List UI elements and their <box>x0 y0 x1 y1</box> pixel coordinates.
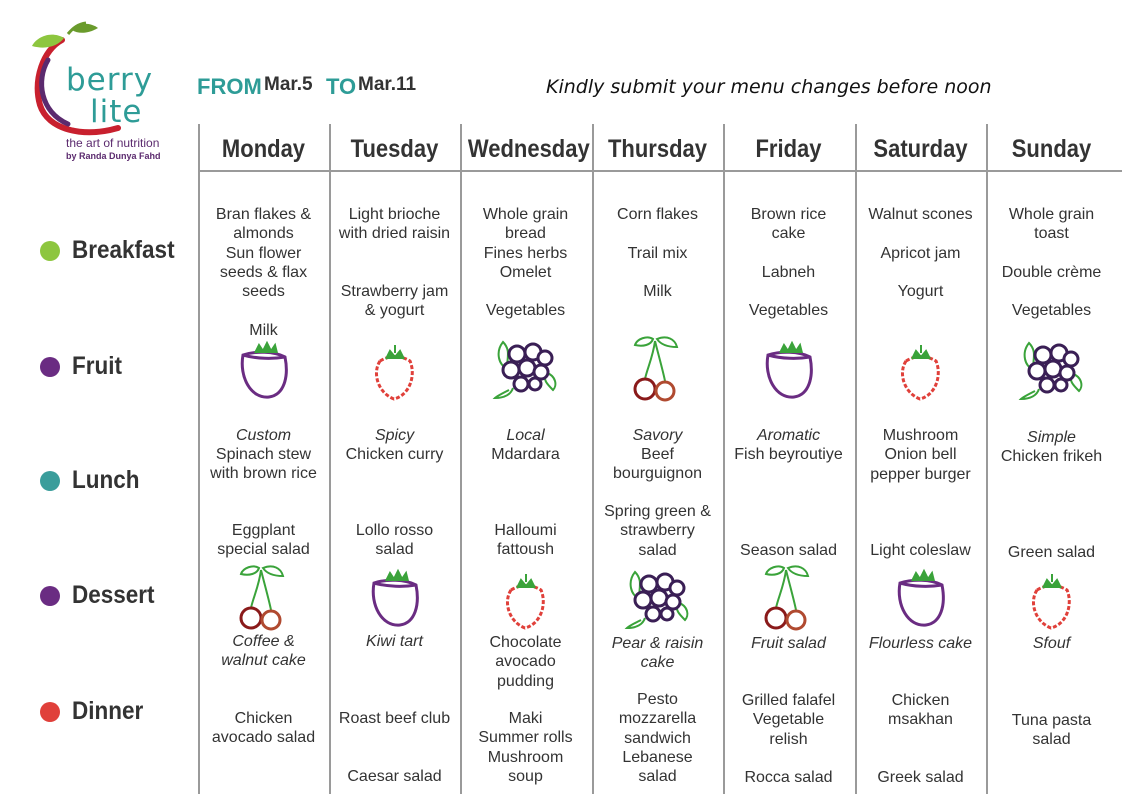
lunch-salad-cell: Light coleslaw <box>870 542 971 559</box>
breakfast-cell: Whole grain toast Double crème Vegetables <box>1001 206 1102 320</box>
dinner-cell: Chicken avocado salad <box>211 710 316 747</box>
dessert-dot-icon <box>40 586 60 606</box>
breakfast-cell: Walnut scones Apricot jam Yogurt <box>868 206 973 301</box>
day-header: Sunday <box>1011 135 1092 163</box>
dinner-cell: Pesto mozzarella sandwich Lebanese salad <box>618 691 697 786</box>
brand-name-bottom: lite <box>90 94 143 130</box>
day-header: Tuesday <box>350 135 439 163</box>
lunch-main-cell: Spinach stew with brown rice <box>210 446 317 483</box>
dessert-cell: Chocolate avocado pudding <box>489 634 562 690</box>
lunch-salad-cell: Green salad <box>1007 544 1096 561</box>
brand-tagline: the art of nutrition <box>66 136 160 150</box>
day-header: Monday <box>221 135 306 163</box>
meal-label-fruit: Fruit <box>40 352 128 381</box>
from-label: FROM <box>197 74 262 99</box>
plum-icon <box>360 565 430 635</box>
lunch-salad-cell: Lollo rosso salad <box>355 522 434 559</box>
dessert-cell: Fruit salad <box>751 635 826 652</box>
brand-byline: by Randa Dunya Fahd <box>66 151 161 161</box>
day-header: Friday <box>755 135 822 163</box>
day-header: Wednesday <box>467 135 590 163</box>
to-date: Mar.11 <box>358 74 417 95</box>
lunch-main-cell: Fish beyroutiye <box>734 446 843 463</box>
lunch-style: Local <box>506 427 545 444</box>
meal-label-lunch: Lunch <box>40 466 147 495</box>
lunch-dot-icon <box>40 471 60 491</box>
breakfast-cell: Bran flakes & almonds Sun flower seeds & flax seeds Milk <box>215 206 312 339</box>
dessert-cell: Pear & raisin cake <box>611 635 704 672</box>
dinner-cell: Maki Summer rolls Mushroom soup <box>478 710 573 785</box>
lunch-salad-cell: Spring green & strawberry salad <box>604 503 711 559</box>
cherries-icon <box>623 333 693 403</box>
day-header: Saturday <box>873 135 968 163</box>
fruit-dot-icon <box>40 357 60 377</box>
from-date: Mar.5 <box>264 74 313 95</box>
dessert-cell: Flourless cake <box>868 635 973 652</box>
dinner-extra-cell: Rocca salad <box>744 769 833 786</box>
brand-logo <box>28 20 168 170</box>
strawberry-icon <box>886 337 956 407</box>
cherries-icon <box>754 562 824 632</box>
strawberry-icon <box>360 337 430 407</box>
breakfast-cell: Light brioche with dried raisin Strawberry jam & yogurt <box>338 206 451 320</box>
lunch-main-cell: Beef bourguignon <box>613 446 702 483</box>
lunch-main-cell: Mdardara <box>491 446 560 463</box>
dinner-cell: Tuna pasta salad <box>1011 712 1092 749</box>
lunch-style: Custom <box>235 427 292 444</box>
plum-icon <box>754 337 824 407</box>
lunch-style: Simple <box>1027 429 1076 446</box>
dessert-cell: Kiwi tart <box>366 633 423 650</box>
lunch-style: Spicy <box>374 427 415 444</box>
strawberry-icon <box>1017 566 1087 636</box>
lunch-style: Savory <box>632 427 683 444</box>
lunch-salad-cell: Eggplant special salad <box>217 522 310 559</box>
lunch-salad-cell: Season salad <box>740 542 837 559</box>
meal-label-breakfast: Breakfast <box>40 236 186 265</box>
grapes-icon <box>491 332 561 402</box>
dinner-cell: Chicken msakhan <box>888 692 953 729</box>
meal-label-dinner: Dinner <box>40 697 151 726</box>
plum-icon <box>229 337 299 407</box>
day-header: Thursday <box>607 135 708 163</box>
lunch-main-cell: Chicken frikeh <box>1000 448 1103 465</box>
lunch-main-cell: Chicken curry <box>345 446 444 463</box>
cherries-icon <box>229 562 299 632</box>
lunch-salad-cell: Halloumi fattoush <box>494 522 557 559</box>
grapes-icon <box>623 562 693 632</box>
dessert-cell: Coffee & walnut cake <box>221 633 306 670</box>
header-divider <box>199 170 1122 172</box>
brand-name-top: berry <box>66 62 154 98</box>
dinner-cell: Grilled falafel Vegetable relish <box>741 692 836 748</box>
lunch-main-cell: Mushroom Onion bell pepper burger <box>870 427 971 483</box>
dinner-extra-cell: Greek salad <box>877 769 964 786</box>
breakfast-cell: Whole grain bread Fines herbs Omelet Vegetables <box>482 206 569 320</box>
breakfast-cell: Brown rice cake Labneh Vegetables <box>748 206 829 320</box>
notice-text: Kindly submit your menu changes before noon <box>546 76 992 98</box>
meal-label-dessert: Dessert <box>40 581 164 610</box>
plum-icon <box>886 565 956 635</box>
breakfast-dot-icon <box>40 241 60 261</box>
dinner-extra-cell: Caesar salad <box>347 768 442 785</box>
lunch-style: Aromatic <box>756 427 821 444</box>
grapes-icon <box>1017 333 1087 403</box>
dinner-dot-icon <box>40 702 60 722</box>
breakfast-cell: Corn flakes Trail mix Milk <box>617 206 698 301</box>
dessert-cell: Sfouf <box>1032 635 1071 652</box>
dinner-cell: Roast beef club <box>338 710 451 727</box>
to-label: TO <box>326 74 357 99</box>
strawberry-icon <box>491 566 561 636</box>
